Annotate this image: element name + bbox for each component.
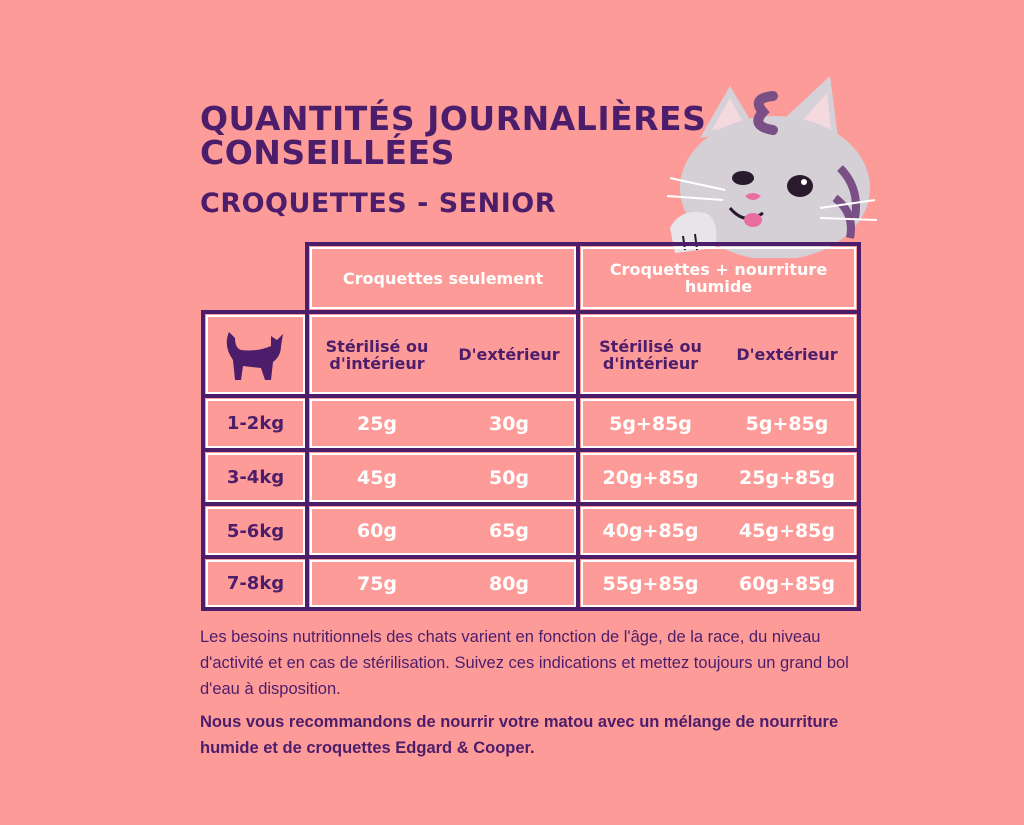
table-cell: 20g+85g	[602, 466, 699, 489]
title-line-2: CONSEILLÉES	[200, 133, 455, 172]
cat-mascot-icon	[655, 68, 880, 258]
table-cell: 75g	[356, 572, 398, 595]
row-weight: 7-8kg	[226, 573, 285, 594]
row-weight: 1-2kg	[226, 413, 285, 434]
title-line-1: QUANTITÉS JOURNALIÈRES	[200, 99, 707, 138]
subheader-dry-sterilised: Stérilisé ou d'intérieur	[325, 336, 429, 373]
subheader-mixed-sterilised: Stérilisé ou d'intérieur	[599, 336, 702, 373]
cat-silhouette-icon	[221, 326, 291, 384]
group-header-dry-wet: Croquettes + nourriture humide	[609, 260, 828, 296]
table-cell: 80g	[488, 572, 530, 595]
table-cell: 25g	[356, 412, 398, 435]
row-weight: 3-4kg	[226, 467, 285, 488]
table-cell: 5g+85g	[745, 412, 829, 435]
subheader-mixed-outdoor: D'extérieur	[736, 345, 838, 364]
table-cell: 60g+85g	[738, 572, 835, 595]
info-paragraph: Les besoins nutritionnels des chats varient en fonction de l'âge, de la race, du niveau d'activité et en cas de stérilisation. Suivez ces indications et mettez toujours un grand bol d'eau à disposition.	[200, 628, 849, 698]
row-weight: 5-6kg	[226, 520, 285, 542]
group-header-dry-only: Croquettes seulement	[342, 268, 544, 288]
recommendation-paragraph: Nous vous recommandons de nourrir votre matou avec un mélange de nourriture humide et de croquettes Edgard & Cooper.	[200, 713, 839, 757]
subheader-dry-outdoor: D'extérieur	[458, 345, 560, 364]
page-subtitle: CROQUETTES - SENIOR	[200, 188, 557, 219]
table-cell: 55g+85g	[602, 572, 699, 595]
table-cell: 30g	[488, 412, 530, 435]
table-cell: 25g+85g	[738, 466, 835, 489]
table-cell: 40g+85g	[602, 520, 699, 542]
table-cell: 5g+85g	[609, 412, 692, 435]
corner-cell	[207, 316, 304, 393]
table-cell: 45g	[356, 466, 398, 489]
table-cell: 60g	[356, 520, 398, 542]
table-cell: 45g+85g	[738, 520, 835, 542]
table-cell: 50g	[488, 466, 530, 489]
table-cell: 65g	[488, 520, 530, 542]
